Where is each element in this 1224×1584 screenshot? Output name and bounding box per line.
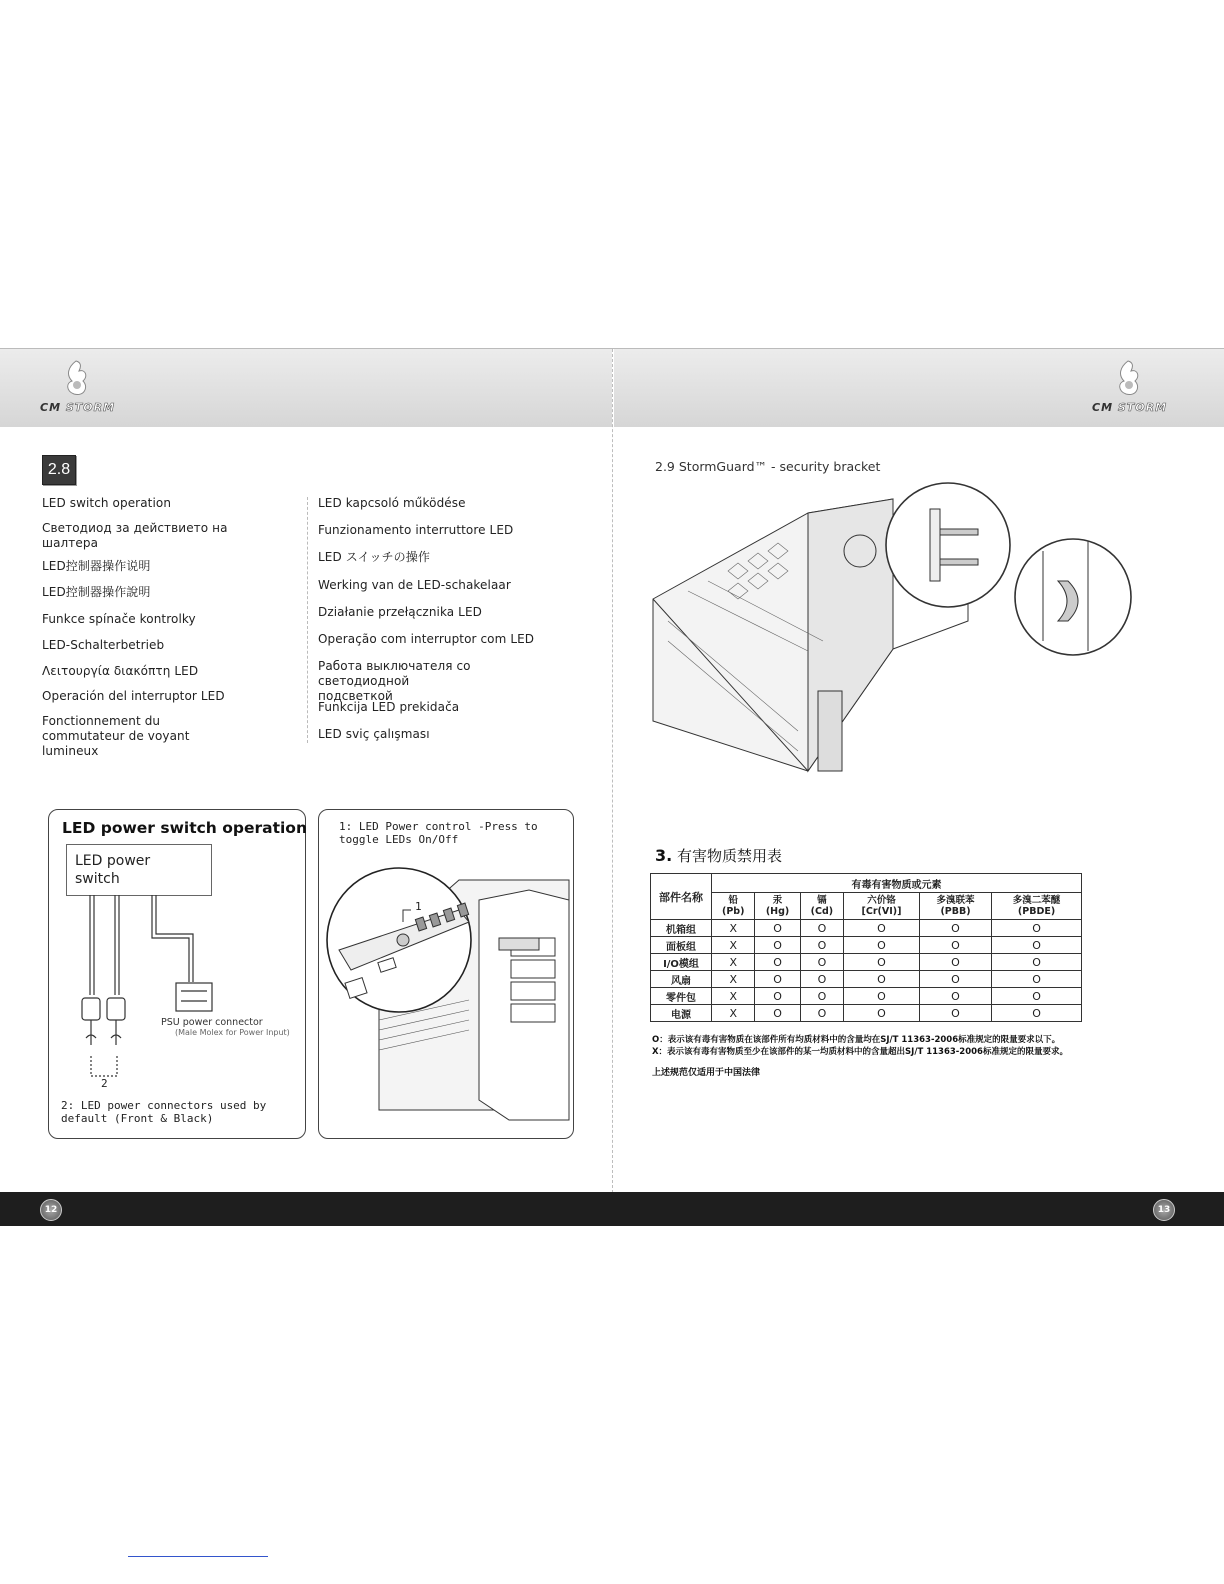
- substance-symbol: (Hg): [765, 906, 790, 917]
- column-divider: [307, 497, 308, 743]
- compliance-cell: O: [844, 954, 920, 971]
- compliance-cell: X: [712, 920, 755, 937]
- wiring-lines: [49, 810, 305, 1138]
- manual-spread: [0, 348, 1224, 1237]
- table-row: [651, 937, 1082, 954]
- substance-column-header: [800, 893, 843, 920]
- compliance-cell: O: [755, 1005, 800, 1022]
- compliance-cell: O: [800, 954, 843, 971]
- compliance-cell: O: [800, 988, 843, 1005]
- compliance-cell: O: [992, 1005, 1082, 1022]
- substance-name: 镉: [817, 895, 827, 906]
- logo-wordmark: CM STORM: [40, 401, 116, 414]
- psu-connector-sublabel: (Male Molex for Power Input): [175, 1028, 290, 1037]
- compliance-cell: O: [992, 988, 1082, 1005]
- page-link-underline: [128, 1556, 268, 1557]
- security-bracket-illustration: [648, 471, 1208, 777]
- callout-number: 2: [101, 1077, 108, 1090]
- page-number-right: 13: [1153, 1199, 1175, 1221]
- lang-item: Działanie przełącznika LED: [318, 605, 482, 619]
- compliance-cell: O: [800, 1005, 843, 1022]
- compliance-cell: O: [800, 937, 843, 954]
- switch-label: LED power switch: [75, 853, 151, 887]
- lang-item: LED-Schalterbetrieb: [42, 638, 165, 652]
- compliance-cell: O: [844, 1005, 920, 1022]
- compliance-cell: O: [800, 920, 843, 937]
- compliance-cell: X: [712, 988, 755, 1005]
- compliance-cell: X: [712, 1005, 755, 1022]
- right-page-header: [614, 349, 1224, 427]
- compliance-cell: O: [755, 954, 800, 971]
- legal-note: 上述规范仅适用于中国法律: [652, 1068, 761, 1078]
- substance-name: 多溴联苯: [936, 895, 975, 906]
- lang-item: LED控制器操作说明: [42, 559, 151, 573]
- part-name-cell: 面板组: [651, 937, 712, 954]
- lang-item: LED switch operation: [42, 496, 172, 510]
- table-row: [651, 920, 1082, 937]
- page-number-left: 12: [40, 1199, 62, 1221]
- substance-column-header: [755, 893, 800, 920]
- compliance-cell: O: [755, 971, 800, 988]
- compliance-cell: O: [992, 920, 1082, 937]
- compliance-cell: O: [755, 920, 800, 937]
- hazardous-substances-title: 3. 有害物质禁用表: [655, 846, 783, 865]
- compliance-cell: O: [919, 988, 991, 1005]
- page-fold-line: [612, 349, 613, 1203]
- cm-storm-logo: [1092, 359, 1168, 419]
- lang-item: Funkcija LED prekidača: [318, 700, 460, 714]
- compliance-cell: O: [844, 988, 920, 1005]
- substance-column-header: [992, 893, 1082, 920]
- table-row: [651, 1005, 1082, 1022]
- figure-title: 2.9 StormGuard™ - security bracket: [655, 459, 881, 474]
- compliance-cell: X: [712, 971, 755, 988]
- compliance-cell: O: [919, 920, 991, 937]
- part-name-cell: 电源: [651, 1005, 712, 1022]
- diagram-title: LED power switch operation: [62, 819, 307, 837]
- case-illustration-box: [318, 809, 574, 1139]
- compliance-cell: O: [919, 971, 991, 988]
- compliance-cell: O: [992, 954, 1082, 971]
- lang-item: Operação com interruptor com LED: [318, 632, 535, 646]
- substance-symbol: (Pb): [721, 906, 745, 917]
- compliance-cell: X: [712, 954, 755, 971]
- part-name-header: 部件名称: [651, 874, 712, 920]
- note-x: X：表示该有毒有害物质至少在该部件的某一均质材料中的含量超出SJ/T 11363-2006标准规定的限量要求。: [652, 1047, 1068, 1057]
- storm-swirl-icon: [62, 359, 90, 397]
- lang-item: Funzionamento interruttore LED: [318, 523, 514, 537]
- compliance-cell: O: [992, 971, 1082, 988]
- substance-column-header: [844, 893, 920, 920]
- compliance-cell: O: [844, 920, 920, 937]
- led-control-caption: 1: LED Power control -Press to toggle LEDs On/Off: [339, 820, 538, 846]
- cm-storm-logo: [40, 359, 116, 419]
- led-connectors-caption: 2: LED power connectors used by default (Front & Black): [61, 1099, 267, 1125]
- substance-symbol: (PBB): [940, 906, 971, 917]
- compliance-cell: O: [844, 937, 920, 954]
- lang-item: Operación del interruptor LED: [42, 689, 225, 703]
- compliance-cell: O: [755, 937, 800, 954]
- callout-number: 1: [415, 900, 422, 913]
- storm-swirl-icon: [1114, 359, 1142, 397]
- lang-item: Funkce spínače kontrolky: [42, 612, 196, 626]
- part-name-cell: 机箱组: [651, 920, 712, 937]
- substance-name: 多溴二苯醚: [1012, 895, 1061, 906]
- compliance-cell: O: [919, 954, 991, 971]
- lang-item: Работа выключателя со светодиодной подсветкой: [318, 659, 471, 703]
- column-header-row: [651, 893, 1082, 920]
- substance-symbol: (PBDE): [1017, 906, 1056, 917]
- page-footer: [0, 1192, 1224, 1226]
- part-name-cell: 零件包: [651, 988, 712, 1005]
- logo-wordmark: CM STORM: [1092, 401, 1168, 414]
- substance-symbol: (Cd): [810, 906, 834, 917]
- substance-name: 汞: [772, 895, 783, 906]
- lang-item: LED スイッチの操作: [318, 550, 430, 564]
- table-row: [651, 988, 1082, 1005]
- table-row: [651, 971, 1082, 988]
- lang-item: Werking van de LED-schakelaar: [318, 578, 511, 592]
- wiring-diagram-box: [48, 809, 306, 1139]
- compliance-cell: O: [755, 988, 800, 1005]
- lang-item: Fonctionnement du commutateur de voyant lumineux: [42, 714, 190, 758]
- compliance-cell: O: [844, 971, 920, 988]
- compliance-cell: X: [712, 937, 755, 954]
- substance-name: 六价铬: [867, 895, 896, 906]
- substance-column-header: [712, 893, 755, 920]
- lang-item: Λειτουργία διακόπτη LED: [42, 664, 199, 678]
- note-o: O：表示该有毒有害物质在该部件所有均质材料中的含量均在SJ/T 11363-2006标准规定的限量要求以下。: [652, 1035, 1061, 1045]
- compliance-cell: O: [919, 937, 991, 954]
- substance-name: 铅: [728, 895, 738, 906]
- psu-connector-label: PSU power connector: [161, 1017, 263, 1028]
- lang-item: LED控制器操作說明: [42, 585, 151, 599]
- lang-item: Светодиод за действието на шалтера: [42, 521, 228, 550]
- substance-column-header: [919, 893, 991, 920]
- part-name-cell: I/O模组: [651, 954, 712, 971]
- left-page-header: [0, 349, 612, 427]
- hazardous-substances-table: [650, 873, 1082, 1022]
- compliance-cell: O: [919, 1005, 991, 1022]
- substance-symbol: [Cr(VI)]: [861, 906, 902, 917]
- part-name-cell: 风扇: [651, 971, 712, 988]
- substance-group-header: 有毒有害物质或元素: [712, 874, 1082, 893]
- section-badge: 2.8: [42, 455, 76, 485]
- lang-item: LED sviç çalışması: [318, 727, 430, 741]
- table-row: [651, 954, 1082, 971]
- compliance-cell: O: [800, 971, 843, 988]
- lang-item: LED kapcsoló működése: [318, 496, 466, 510]
- case-front-panel-drawing: [319, 810, 573, 1138]
- compliance-cell: O: [992, 937, 1082, 954]
